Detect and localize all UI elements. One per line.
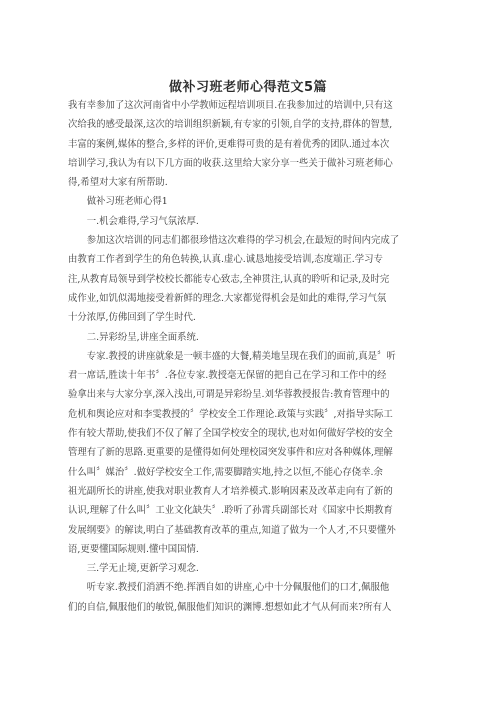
text-line: 我有幸参加了这次河南省中小学教师远程培训项目.在我参加过的培训中,只有这	[68, 100, 393, 111]
text-line: 听专家.教授们消洒不绝.挥洒自如的讲座,心中十分佩服他们的口才,佩服他	[68, 582, 390, 594]
text-line: 们的自信,佩服他们的敏锐,佩服他们知识的渊博.想想如此才气从何而来?所有人	[68, 601, 392, 613]
text-line: 十分浓厚,仿佛回到了学生时代.	[68, 312, 196, 324]
text-line: 认识,理解了什么叫〞工业文化缺失〞.聆听了孙霄兵副部长对《国家中长期教育	[68, 505, 393, 517]
text-line: 培训学习,我认为有以下几方面的收获.这里给大家分享一些关于做补习班老师心	[68, 157, 393, 169]
text-line: 参加这次培训的同志们都很珍惜这次难得的学习机会,在最短的时间内完成了	[68, 235, 400, 247]
subsection-heading: 二.异彩纷呈,讲座全面系统.	[68, 331, 199, 343]
subsection-heading: 三.学无止境,更新学习观念.	[68, 563, 199, 575]
text-line: 由教育工作者到学生的角色转换,认真.虚心.诚恳地接受培训,态度端正.学习专	[68, 254, 383, 266]
text-line: 得,希望对大家有所帮助.	[68, 177, 168, 189]
subsection-heading: 一.机会难得,学习气氛浓厚.	[68, 215, 199, 227]
text-line: 次给我的感受最深,这次的培训组织新颖,有专家的引领,自学的支持,群体的智慧,	[68, 119, 393, 131]
text-line: 验拿出来与大家分享,深入浅出,可谓是异彩纷呈.刘华蓉教授报告:教育管理中的	[68, 389, 390, 401]
text-line: 危机和舆论应对和李雯教授的〞学校安全工作理论.政策与实践〞,对指导实际工	[68, 408, 393, 420]
text-line: 君一席话,胜读十年书〞.各位专家.教授毫无保留的把自己在学习和工作中的经	[68, 370, 387, 382]
text-line: 丰富的案例,媒体的整合,多样的评价,更难得可贵的是有着优秀的团队.通过本次	[68, 138, 390, 150]
text-line: 成作业,如饥似渴地接受着新鲜的理念.大家都觉得机会是如此的难得,学习气氛	[68, 292, 387, 304]
text-line: 专家.教授的讲座就象是一顿丰盛的大餐,精美地呈现在我们的面前,真是〞听	[68, 350, 396, 362]
text-line: 管理有了新的思路.更重要的是懂得如何处理校园突发事件和应对各种媒体,理解	[68, 447, 393, 459]
text-line: 发展纲要》的解读,明白了基础教育改革的重点,知道了做为一个人才,不只要懂外	[68, 524, 396, 536]
document-title: 做补习班老师心得范文5篇	[168, 80, 328, 95]
text-line: 语,更要懂国际规则.懂中国国情.	[68, 543, 199, 555]
section-heading: 做补习班老师心得1	[68, 196, 168, 208]
document-body	[68, 96, 428, 617]
text-line: 注,从教育局领导到学校校长都能专心致志,全神贯注,认真的聆听和记录,及时完	[68, 273, 390, 285]
text-line: 祖光副所长的讲座,使我对职业教育人才培养模式.影响因素及改革走向有了新的	[68, 485, 393, 497]
text-line: 什么叫〞媒治〞.做好学校安全工作,需要脚踏实地,持之以恒,不能心存侥幸.余	[68, 466, 383, 478]
text-line: 作有较大帮助,使我们不仅了解了全国学校安全的现状,也对如何做好学校的安全	[68, 428, 393, 440]
